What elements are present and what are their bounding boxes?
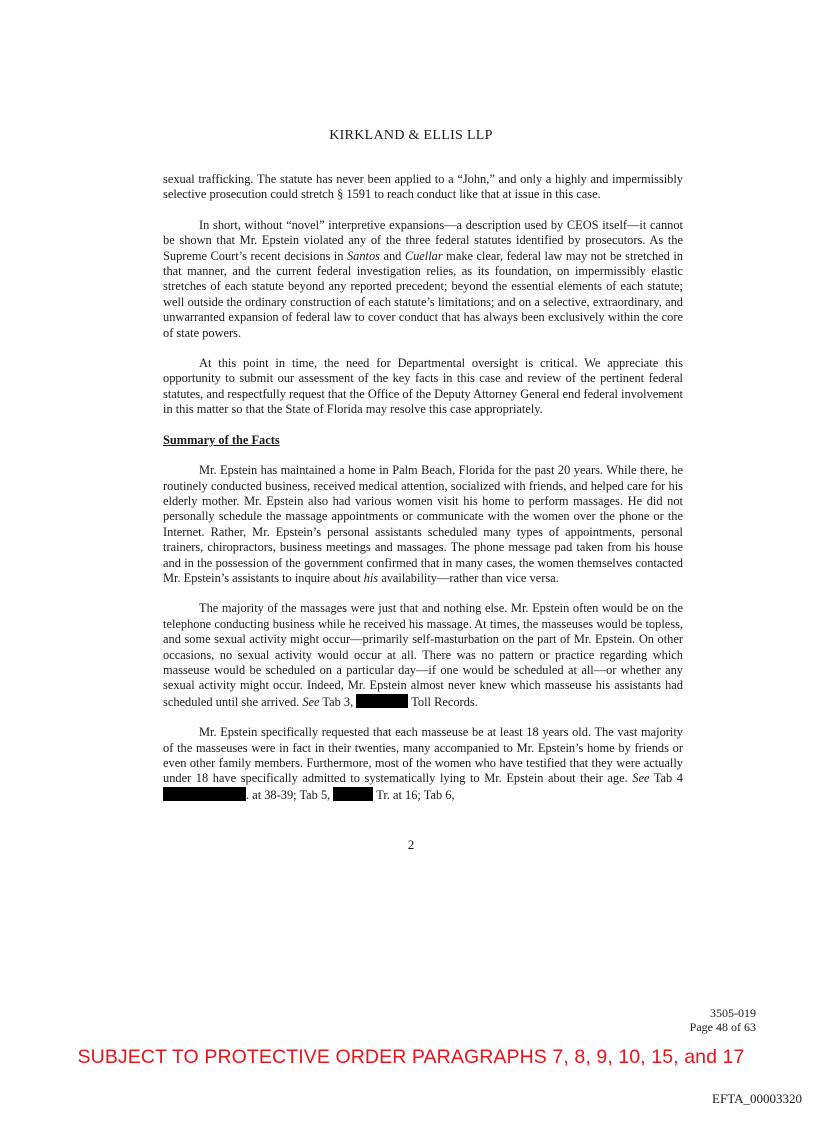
protective-order-notice: SUBJECT TO PROTECTIVE ORDER PARAGRAPHS 7, 8, 9, 10, 15, and 17 bbox=[77, 1046, 745, 1068]
citation-see: See bbox=[302, 694, 320, 709]
firm-letterhead: KIRKLAND & ELLIS LLP bbox=[329, 128, 493, 143]
paragraph-1: sexual trafficking. The statute has never been applied to a “John,” and only a highly and impermissibly selective prosecution could stretch § 1591 to reach conduct like that at issue in this case. bbox=[163, 172, 683, 202]
section-heading: Summary of the Facts bbox=[163, 432, 280, 447]
letter-body bbox=[163, 172, 683, 818]
case-name-santos: Santos bbox=[346, 248, 380, 263]
paragraph-2-text-a: In short, without “novel” interpretive expansions—a description used by CEOS itself—it cannot be shown that Mr. Epstein violated any of the three federal statutes identified by prosecutors. As the Supreme Court’s recent decisions in bbox=[163, 217, 683, 263]
paragraph-6-text-d: Tr. at 16; Tab 6, bbox=[373, 787, 455, 802]
paragraph-5-text-c: Toll Records. bbox=[408, 694, 478, 709]
page-number: 2 bbox=[407, 837, 415, 852]
page-of-count: Page 48 of 63 bbox=[689, 1020, 756, 1034]
paragraph-6-text-a: Mr. Epstein specifically requested that each masseuse be at least 18 years old. The vast majority of the masseuses were in fact in their twenties, many accompanied to Mr. Epstein’s home by friends or even other family members. Furthermore, most of the women who have testified that they were actually under 18 have specifically admitted to systematically lying to Mr. Epstein about their age. bbox=[163, 725, 683, 786]
paragraph-5-text-a: The majority of the massages were just that and nothing else. Mr. Epstein often would be on the telephone conducting business while he received his massage. At times, the masseuses would be topless, and some sexual activity might occur—primarily self-masturbation on the part of Mr. Epstein. On other occasions, no sexual activity would occur at all. There was no pattern or practice regarding which masseuse would be scheduled on a particular day—if one would be scheduled at all—or whether any sexual activity might occur. Indeed, Mr. Epstein almost never knew which masseuse his assistants had scheduled until she arrived. bbox=[163, 601, 683, 709]
paragraph-4 bbox=[163, 463, 683, 586]
paragraph-4-text-b: availability—rather than vice versa. bbox=[378, 570, 559, 585]
redaction-block bbox=[333, 787, 373, 801]
emphasis-his: his bbox=[363, 570, 379, 585]
paragraph-6 bbox=[163, 725, 683, 803]
paragraph-6-text-c: . at 38-39; Tab 5, bbox=[246, 787, 334, 802]
bates-number: EFTA_00003320 bbox=[712, 1091, 802, 1106]
paragraph-2-text-b: make clear, federal law may not be stretched in that manner, and the current federal investigation relies, as its foundation, on impermissibly elastic stretches of each statute beyond any reported precedent; beyond the essential elements of each statute; well outside the ordinary construction of each statute’s limitations; and on a selective, extraordinary, and unwarranted expansion of federal law to cover conduct that has always been exclusively within the core of state powers. bbox=[163, 248, 683, 340]
paragraph-3: At this point in time, the need for Departmental oversight is critical. We appreciate this opportunity to submit our assessment of the key facts in this case and review of the pertinent federal statutes, and respectfully request that the Office of the Deputy Attorney General end federal involvement in this matter so that the State of Florida may resolve this case appropriately. bbox=[163, 356, 683, 417]
case-name-cuellar: Cuellar bbox=[404, 248, 443, 263]
paragraph-2-conj: and bbox=[379, 248, 405, 263]
citation-see: See bbox=[632, 771, 650, 786]
paragraph-4-text-a: Mr. Epstein has maintained a home in Palm Beach, Florida for the past 20 years. While there, he routinely conducted business, received medical attention, socialized with friends, and helped care for his elderly mother. Mr. Epstein also had various women visit his home to perform massages. He did not personally schedule the massage appointments or communicate with the women over the phone or the Internet. Rather, Mr. Epstein’s personal assistants scheduled many types of appointments, personal trainers, chiropractors, business meetings and massages. The phone message pad taken from his house and in the possession of the government confirmed that in many cases, the women themselves contacted Mr. Epstein’s assistants to inquire about bbox=[163, 463, 683, 585]
redaction-block bbox=[163, 787, 246, 801]
redaction-block bbox=[356, 694, 408, 708]
document-code: 3505-019 bbox=[710, 1006, 756, 1020]
paragraph-5 bbox=[163, 601, 683, 710]
paragraph-5-text-b: Tab 3, bbox=[319, 694, 357, 709]
paragraph-6-text-b: Tab 4 bbox=[649, 771, 683, 786]
document-reference bbox=[690, 1006, 756, 1034]
paragraph-2 bbox=[163, 218, 683, 341]
